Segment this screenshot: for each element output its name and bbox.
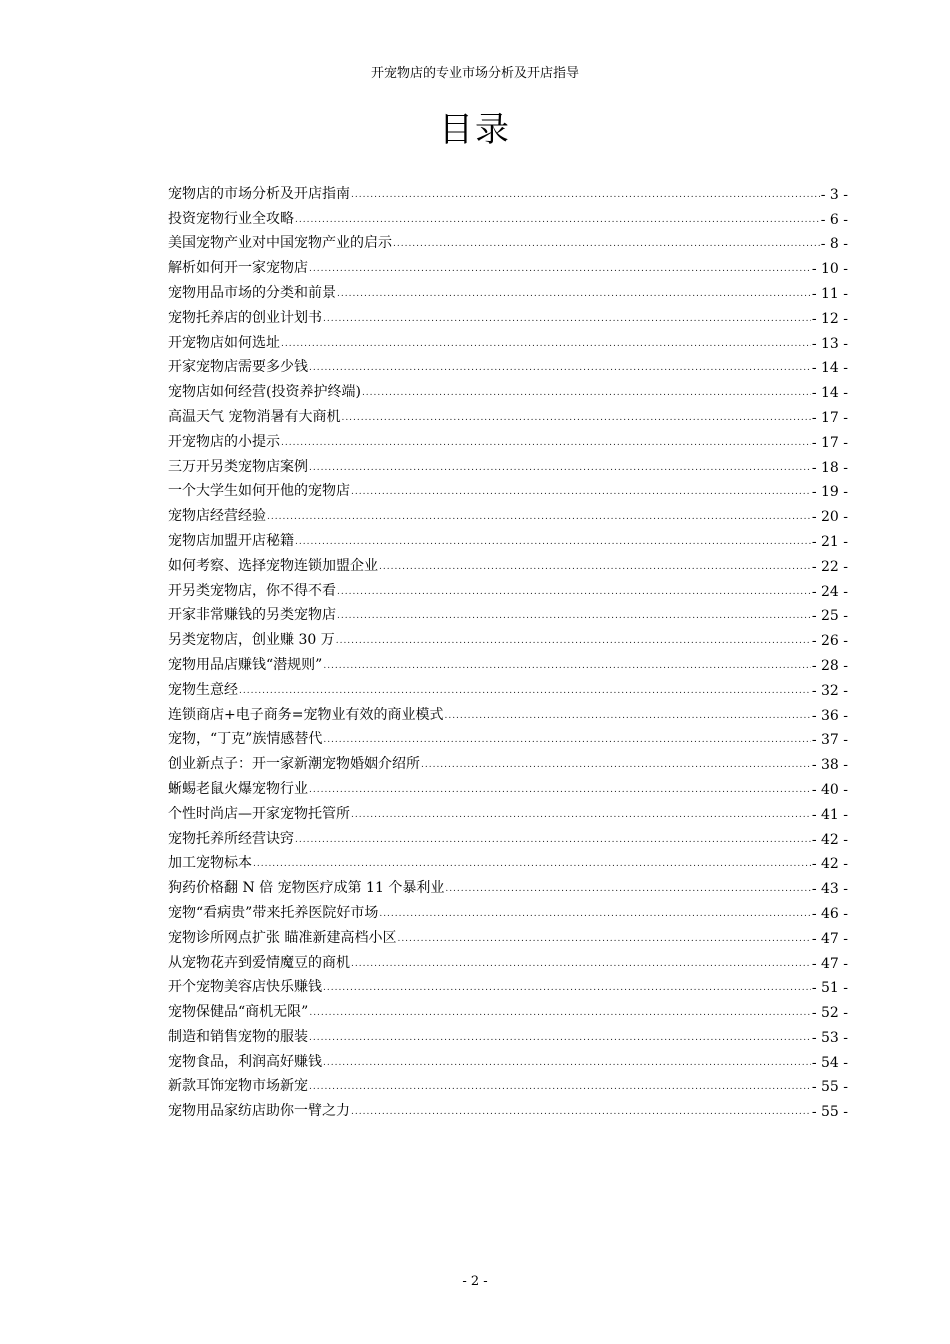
toc-entry-title: 宠物诊所网点扩张 瞄准新建高档小区: [168, 929, 397, 946]
toc-entry-title: 宠物托养店的创业计划书: [168, 309, 322, 326]
toc-entry-title: 宠物用品店赚钱“潜规则”: [168, 656, 323, 673]
toc-entry[interactable]: [168, 1046, 848, 1071]
dot-leader: [323, 662, 810, 674]
toc-entry[interactable]: [168, 476, 848, 501]
dot-leader: [336, 637, 811, 649]
toc-entry[interactable]: [168, 724, 848, 749]
toc-entry-title: 宠物托养所经营诀窍: [168, 830, 294, 847]
dot-leader: [253, 860, 811, 872]
toc-entry[interactable]: [168, 550, 848, 575]
toc-entry-title: 宠物店如何经营(投资养护终端): [168, 384, 361, 401]
toc-entry[interactable]: [168, 401, 848, 426]
dot-leader: [379, 910, 810, 922]
dot-leader: [351, 488, 811, 500]
dot-leader: [444, 712, 810, 724]
toc-entry[interactable]: [168, 848, 848, 873]
toc-entry-title: 宠物店的市场分析及开店指南: [168, 185, 350, 202]
toc-entry-page: - 47 -: [811, 955, 848, 972]
dot-leader: [295, 216, 820, 228]
toc-entry[interactable]: [168, 203, 848, 228]
dot-leader: [295, 538, 811, 550]
toc-entry-page: - 13 -: [811, 335, 848, 352]
toc-entry-title: 制造和销售宠物的服装: [168, 1028, 308, 1045]
dot-leader: [421, 761, 811, 773]
toc-entry-title: 宠物用品家纺店助你一臂之力: [168, 1103, 350, 1120]
toc-entry[interactable]: [168, 922, 848, 947]
toc-entry[interactable]: [168, 575, 848, 600]
dot-leader: [341, 414, 810, 426]
dot-leader: [309, 464, 811, 476]
dot-leader: [379, 563, 811, 575]
toc-entry-title: 开宠物店的小提示: [168, 433, 280, 450]
toc-entry-page: - 17 -: [811, 409, 848, 426]
toc-entry-page: - 6 -: [820, 211, 848, 228]
toc-entry[interactable]: [168, 1071, 848, 1096]
toc-entry[interactable]: [168, 451, 848, 476]
toc-entry-page: - 10 -: [811, 261, 848, 278]
toc-entry[interactable]: [168, 1095, 848, 1120]
dot-leader: [281, 439, 811, 451]
toc-entry[interactable]: [168, 252, 848, 277]
dot-leader: [337, 612, 811, 624]
toc-entry-title: 如何考察、选择宠物连锁加盟企业: [168, 557, 378, 574]
toc-entry-page: - 41 -: [811, 806, 848, 823]
toc-entry-page: - 21 -: [811, 533, 848, 550]
dot-leader: [323, 984, 811, 996]
toc-entry-title: 宠物食品，利润高好赚钱: [168, 1053, 322, 1070]
toc-entry-page: - 52 -: [811, 1005, 848, 1022]
dot-leader: [281, 340, 811, 352]
dot-leader: [337, 588, 811, 600]
dot-leader: [323, 315, 811, 327]
dot-leader: [323, 1059, 811, 1071]
toc-entry-title: 宠物店加盟开店秘籍: [168, 532, 294, 549]
toc-entry[interactable]: [168, 897, 848, 922]
dot-leader: [397, 935, 810, 947]
toc-entry[interactable]: [168, 500, 848, 525]
toc-entry-title: 狗药价格翻 N 倍 宠物医疗成第 11 个暴利业: [168, 880, 445, 897]
toc-entry[interactable]: [168, 972, 848, 997]
toc-entry-title: 宠物，“丁克”族情感替代: [168, 731, 323, 748]
toc-entry-title: 从宠物花卉到爱情魔豆的商机: [168, 954, 350, 971]
dot-leader: [351, 960, 811, 972]
toc-entry-title: 开另类宠物店，你不得不看: [168, 582, 336, 599]
toc-entry-page: - 28 -: [811, 657, 848, 674]
toc-entry[interactable]: [168, 674, 848, 699]
toc-entry-page: - 55 -: [811, 1079, 848, 1096]
toc-entry-page: - 11 -: [811, 285, 848, 302]
toc-entry-page: - 54 -: [811, 1054, 848, 1071]
toc-entry-page: - 25 -: [811, 608, 848, 625]
toc-entry-title: 创业新点子：开一家新潮宠物婚姻介绍所: [168, 756, 420, 773]
toc-entry[interactable]: [168, 1021, 848, 1046]
toc-entry-title: 连锁商店+电子商务=宠物业有效的商业模式: [168, 706, 444, 723]
table-of-contents: [168, 178, 848, 1120]
toc-entry-page: - 26 -: [811, 633, 848, 650]
toc-entry-title: 解析如何开一家宠物店: [168, 260, 308, 277]
toc-entry-title: 开家非常赚钱的另类宠物店: [168, 607, 336, 624]
dot-leader: [351, 1108, 811, 1120]
toc-entry-page: - 12 -: [811, 310, 848, 327]
toc-entry[interactable]: [168, 302, 848, 327]
toc-entry-title: 一个大学生如何开他的宠物店: [168, 483, 350, 500]
toc-entry-title: 开家宠物店需要多少钱: [168, 359, 308, 376]
toc-entry-title: 另类宠物店，创业赚 30 万: [168, 632, 335, 649]
toc-entry[interactable]: [168, 823, 848, 848]
toc-entry[interactable]: [168, 376, 848, 401]
toc-entry[interactable]: [168, 798, 848, 823]
dot-leader: [309, 1083, 811, 1095]
toc-entry-title: 美国宠物产业对中国宠物产业的启示: [168, 235, 392, 252]
toc-entry-page: - 8 -: [820, 236, 848, 253]
toc-entry-title: 个性时尚店—开家宠物托管所: [168, 805, 350, 822]
dot-leader: [309, 1034, 811, 1046]
toc-entry-page: - 55 -: [811, 1104, 848, 1121]
toc-entry-page: - 19 -: [811, 484, 848, 501]
dot-leader: [309, 265, 811, 277]
toc-entry[interactable]: [168, 352, 848, 377]
toc-entry[interactable]: [168, 600, 848, 625]
toc-entry-title: 加工宠物标本: [168, 855, 252, 872]
toc-entry-page: - 53 -: [811, 1029, 848, 1046]
dot-leader: [309, 364, 811, 376]
dot-leader: [351, 191, 820, 203]
toc-entry-title: 宠物用品市场的分类和前景: [168, 284, 336, 301]
toc-entry[interactable]: [168, 872, 848, 897]
toc-entry[interactable]: [168, 624, 848, 649]
toc-entry-page: - 42 -: [811, 831, 848, 848]
toc-entry[interactable]: [168, 996, 848, 1021]
toc-entry-title: 宠物生意经: [168, 681, 238, 698]
toc-entry[interactable]: [168, 773, 848, 798]
toc-entry-title: 高温天气 宠物消暑有大商机: [168, 408, 341, 425]
toc-entry[interactable]: [168, 525, 848, 550]
toc-entry-page: - 18 -: [811, 459, 848, 476]
toc-entry-page: - 32 -: [811, 682, 848, 699]
dot-leader: [267, 513, 811, 525]
toc-entry-title: 蜥蜴老鼠火爆宠物行业: [168, 780, 308, 797]
toc-entry-page: - 14 -: [811, 360, 848, 377]
dot-leader: [295, 836, 811, 848]
toc-entry-page: - 38 -: [811, 757, 848, 774]
toc-entry-title: 新款耳饰宠物市场新宠: [168, 1078, 308, 1095]
toc-entry[interactable]: [168, 748, 848, 773]
toc-entry-page: - 20 -: [811, 509, 848, 526]
toc-entry-title: 开宠物店如何选址: [168, 334, 280, 351]
toc-entry-title: 三万开另类宠物店案例: [168, 458, 308, 475]
running-header: 开宠物店的专业市场分析及开店指导: [370, 66, 579, 81]
toc-entry[interactable]: [168, 699, 848, 724]
dot-leader: [393, 240, 820, 252]
toc-entry-page: - 40 -: [811, 781, 848, 798]
dot-leader: [362, 389, 811, 401]
toc-entry-page: - 46 -: [811, 905, 848, 922]
dot-leader: [239, 687, 811, 699]
toc-entry[interactable]: [168, 426, 848, 451]
toc-entry-page: - 37 -: [811, 732, 848, 749]
dot-leader: [309, 786, 811, 798]
toc-entry[interactable]: [168, 178, 848, 203]
toc-entry-page: - 51 -: [811, 980, 848, 997]
toc-entry[interactable]: [168, 277, 848, 302]
toc-entry-page: - 42 -: [811, 856, 848, 873]
toc-entry-page: - 36 -: [811, 707, 848, 724]
page-number: - 2 -: [462, 1274, 488, 1289]
toc-entry-page: - 24 -: [811, 583, 848, 600]
toc-entry[interactable]: [168, 947, 848, 972]
toc-entry[interactable]: [168, 649, 848, 674]
dot-leader: [351, 811, 811, 823]
toc-entry-page: - 47 -: [811, 930, 848, 947]
dot-leader: [323, 736, 810, 748]
dot-leader: [337, 290, 811, 302]
toc-entry-page: - 3 -: [820, 186, 848, 203]
dot-leader: [309, 1009, 810, 1021]
toc-entry-page: - 22 -: [811, 558, 848, 575]
toc-entry-page: - 17 -: [811, 434, 848, 451]
toc-entry-page: - 43 -: [811, 881, 848, 898]
toc-entry[interactable]: [168, 228, 848, 253]
dot-leader: [445, 885, 810, 897]
toc-entry-title: 宠物店经营经验: [168, 508, 266, 525]
toc-entry-page: - 14 -: [811, 385, 848, 402]
toc-entry-title: 开个宠物美容店快乐赚钱: [168, 979, 322, 996]
toc-entry-title: 宠物保健品“商机无限”: [168, 1004, 309, 1021]
toc-entry-title: 投资宠物行业全攻略: [168, 210, 294, 227]
page-title: 目录: [439, 110, 511, 150]
toc-entry[interactable]: [168, 327, 848, 352]
toc-entry-title: 宠物“看病贵”带来托养医院好市场: [168, 904, 379, 921]
